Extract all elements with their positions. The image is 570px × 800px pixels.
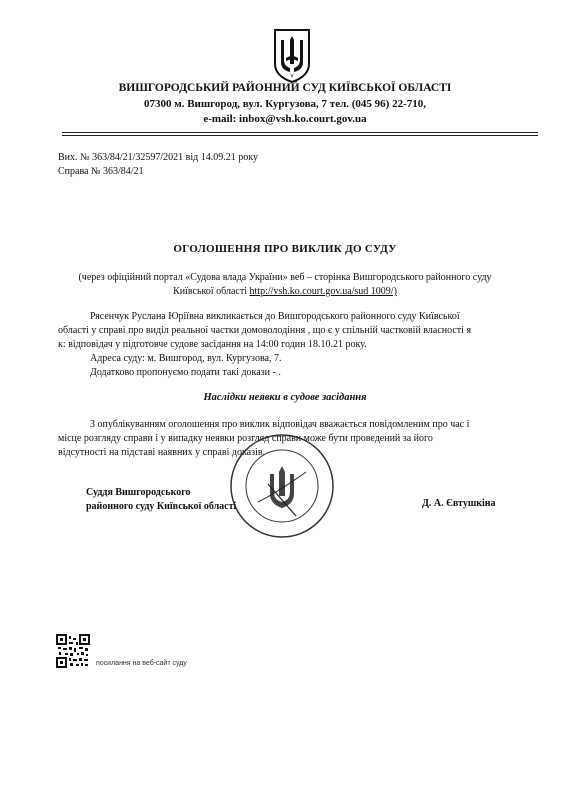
- body-line-3: к: відповідач у підготовче судове засідання на 14:00 годин 18.10.21 року.: [58, 339, 367, 350]
- judge-title-line2: районного суду Київської області: [86, 501, 237, 512]
- evidence-line: Додатково пропонуємо подати такі докази - .: [90, 367, 281, 378]
- case-number: Справа № 363/84/21: [58, 166, 144, 177]
- court-address: 07300 м. Вишгород, вул. Кургузова, 7 тел. (045 96) 22-710,: [143, 98, 427, 110]
- consequences-line-1: З опублікуванням оголошення про виклик відповідач вважається повідомленим про час і: [90, 419, 470, 430]
- court-address-line: Адреса суду: м. Вишгород, вул. Кургузова, 7.: [90, 353, 282, 364]
- consequences-line-3: відсутності на підставі наявних у справі доказів.: [58, 447, 266, 458]
- portal-note-line2: Київської області: [173, 286, 250, 297]
- court-website-link[interactable]: http://vsh.ko.court.gov.ua/sud 1009/): [249, 286, 397, 297]
- body-line-1: Рясенчук Руслана Юріївна викликається до Вишгородського районного суду Київської: [90, 311, 460, 322]
- consequences-heading: Наслідки неявки в судове засідання: [203, 392, 367, 403]
- judge-title-line1: Суддя Вишгородського: [86, 487, 191, 498]
- header-rule-top: [62, 132, 538, 133]
- qr-caption: посилання на веб-сайт суду: [96, 660, 187, 667]
- court-email: e-mail: inbox@vsh.ko.court.gov.ua: [203, 113, 367, 125]
- body-line-2: області у справі про виділ реальної частки домоволодіння , що є у спільній частковій власності я: [58, 325, 472, 336]
- page-title: ОГОЛОШЕННЯ ПРО ВИКЛИК ДО СУДУ: [173, 243, 397, 255]
- qr-code-icon[interactable]: [56, 634, 90, 668]
- header-rule-bottom: [62, 135, 538, 136]
- court-seal: [228, 432, 336, 540]
- portal-note-line1: (через офіційний портал «Судова влада України» веб – сторінка Вишгородського районного суду: [78, 272, 492, 283]
- outgoing-number: Вих. № 363/84/21/32597/2021 від 14.09.21 року: [58, 152, 258, 163]
- consequences-line-2: місце розгляду справи і у випадку неявки розгляд справи може бути проведений за його: [58, 433, 433, 444]
- coat-of-arms-icon: [272, 28, 312, 84]
- court-name: ВИШГОРОДСЬКИЙ РАЙОННИЙ СУД КИЇВСЬКОЇ ОБЛАСТІ: [118, 82, 452, 94]
- judge-name: Д. А. Євтушкіна: [422, 498, 496, 509]
